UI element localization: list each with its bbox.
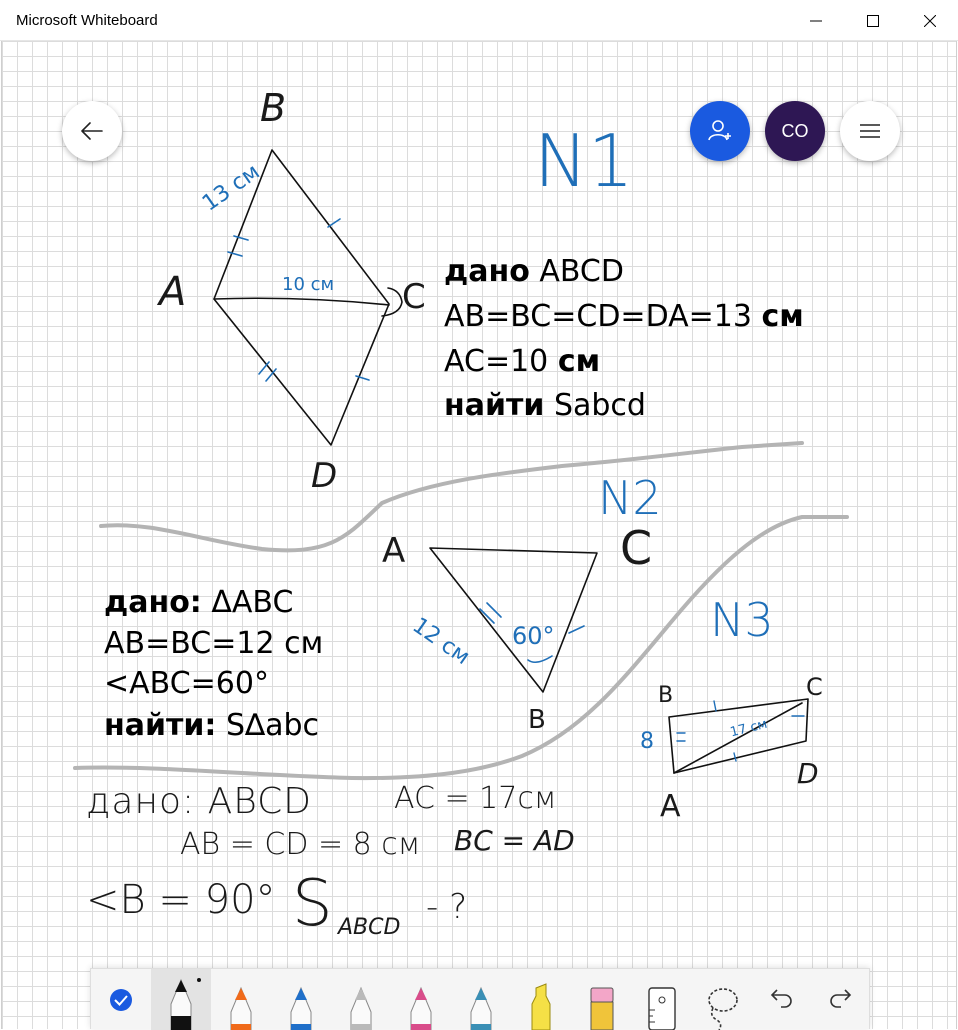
separator-1	[101, 443, 802, 550]
minimize-icon	[810, 15, 822, 27]
blue-pen-tool[interactable]	[271, 969, 331, 1030]
p1-vertex-a: A	[159, 269, 187, 315]
p1-diag-label: 10 см	[282, 274, 335, 295]
p3-angle-eq: <B = 90°	[86, 877, 276, 923]
ruler-icon	[641, 974, 681, 1030]
galaxy-pen-icon	[461, 974, 501, 1030]
p3-number: N3	[710, 593, 774, 647]
p1-number: N1	[534, 119, 634, 203]
whiteboard-canvas[interactable]	[1, 41, 957, 1029]
p3-diag-label: 17 см	[728, 716, 769, 741]
p1-find-value: Sabcd	[553, 388, 646, 423]
lasso-icon	[701, 974, 741, 1030]
p3-ac-eq: AC = 17см	[394, 781, 557, 816]
back-button[interactable]	[62, 101, 122, 161]
p1-vertex-b: B	[260, 86, 287, 130]
orange-pen-tool[interactable]	[211, 969, 271, 1030]
p2-find-line	[104, 708, 319, 743]
p1-sides-eq: AB=BC=CD=DA=13	[444, 299, 752, 334]
minimize-button[interactable]	[787, 0, 844, 41]
confirm-button[interactable]	[91, 969, 151, 1030]
p3-vertex-d: D	[797, 757, 819, 790]
p2-find-value: S∆abc	[225, 708, 319, 743]
p2-given-line	[104, 585, 293, 620]
p1-ac-line	[444, 344, 600, 379]
p1-given-keyword: дано	[444, 254, 530, 289]
p2-vertex-b: B	[528, 705, 546, 735]
app-title: Microsoft Whiteboard	[16, 12, 158, 29]
inking-toolbar	[90, 968, 870, 1029]
p2-find-keyword: найти:	[104, 708, 217, 743]
p2-sides-eq: AB=BC=12 см	[104, 626, 324, 661]
p2-number: N2	[598, 471, 662, 525]
redo-icon	[821, 974, 861, 1030]
p1-given-figure: ABCD	[539, 254, 624, 289]
p3-given-line: дано: ABCD	[86, 781, 312, 822]
black-pen-tool[interactable]	[151, 969, 211, 1030]
orange-pen-icon	[221, 974, 261, 1030]
p1-vertex-c: C	[402, 277, 426, 317]
redo-tool[interactable]	[811, 969, 871, 1030]
close-icon	[924, 15, 936, 27]
highlighter-tool[interactable]	[511, 969, 571, 1030]
avatar-button[interactable]	[765, 101, 825, 161]
add-person-icon	[707, 119, 733, 143]
p3-vertex-a: A	[660, 789, 681, 824]
rainbow-pen-tool[interactable]	[391, 969, 451, 1030]
p3-find-s: S	[292, 867, 333, 941]
arrow-left-icon	[80, 121, 104, 141]
p1-ac-eq: AC=10	[444, 344, 549, 379]
p2-angle-label: 60°	[512, 622, 555, 650]
p3-bc-eq: BC = AD	[454, 824, 575, 857]
p3-sides-eq: AB = CD = 8 см	[180, 827, 421, 862]
invite-button[interactable]	[690, 101, 750, 161]
maximize-icon	[867, 15, 879, 27]
close-button[interactable]	[901, 0, 958, 41]
maximize-button[interactable]	[844, 0, 901, 41]
black-pen-icon	[161, 974, 201, 1030]
galaxy-pen-tool[interactable]	[451, 969, 511, 1030]
title-bar	[0, 0, 958, 41]
p3-vertex-b: B	[658, 683, 674, 708]
checkmark-circle-icon	[109, 988, 133, 1012]
silver-pen-tool[interactable]	[331, 969, 391, 1030]
diagonal-ac	[214, 298, 389, 305]
p2-given-keyword: дано:	[104, 585, 202, 620]
p1-vertex-d: D	[311, 456, 338, 496]
undo-tool[interactable]	[751, 969, 811, 1030]
p1-find-keyword: найти	[444, 388, 545, 423]
lasso-tool[interactable]	[691, 969, 751, 1030]
p3-vertex-c: C	[806, 673, 823, 701]
undo-icon	[761, 974, 801, 1030]
p1-find-line	[444, 388, 646, 423]
p2-angle-eq: <ABC=60°	[104, 666, 269, 701]
p2-vertex-a: A	[382, 531, 406, 571]
highlighter-icon	[521, 974, 561, 1030]
avatar-initials: CO	[781, 120, 809, 141]
eraser-icon	[581, 974, 621, 1030]
eraser-tool[interactable]	[571, 969, 631, 1030]
rainbow-pen-icon	[401, 974, 441, 1030]
ruler-tool[interactable]	[631, 969, 691, 1030]
p2-side-label: 12 см	[407, 613, 475, 671]
blue-pen-icon	[281, 974, 321, 1030]
silver-pen-icon	[341, 974, 381, 1030]
p1-unit-1: см	[761, 299, 804, 334]
p3-find-sub: ABCD	[338, 915, 401, 940]
p1-side-label: 13 см	[198, 159, 265, 217]
p3-side-label: 8	[640, 729, 654, 754]
menu-button[interactable]	[840, 101, 900, 161]
p3-find-q: - ?	[426, 887, 468, 927]
p2-vertex-c: C	[620, 521, 653, 575]
p2-triangle: ΔABC	[211, 585, 294, 620]
p1-given-line	[444, 254, 624, 289]
hamburger-icon	[859, 123, 881, 139]
p1-unit-2: см	[557, 344, 601, 379]
triangle-abc	[430, 548, 597, 692]
p1-sides-line	[444, 299, 804, 334]
